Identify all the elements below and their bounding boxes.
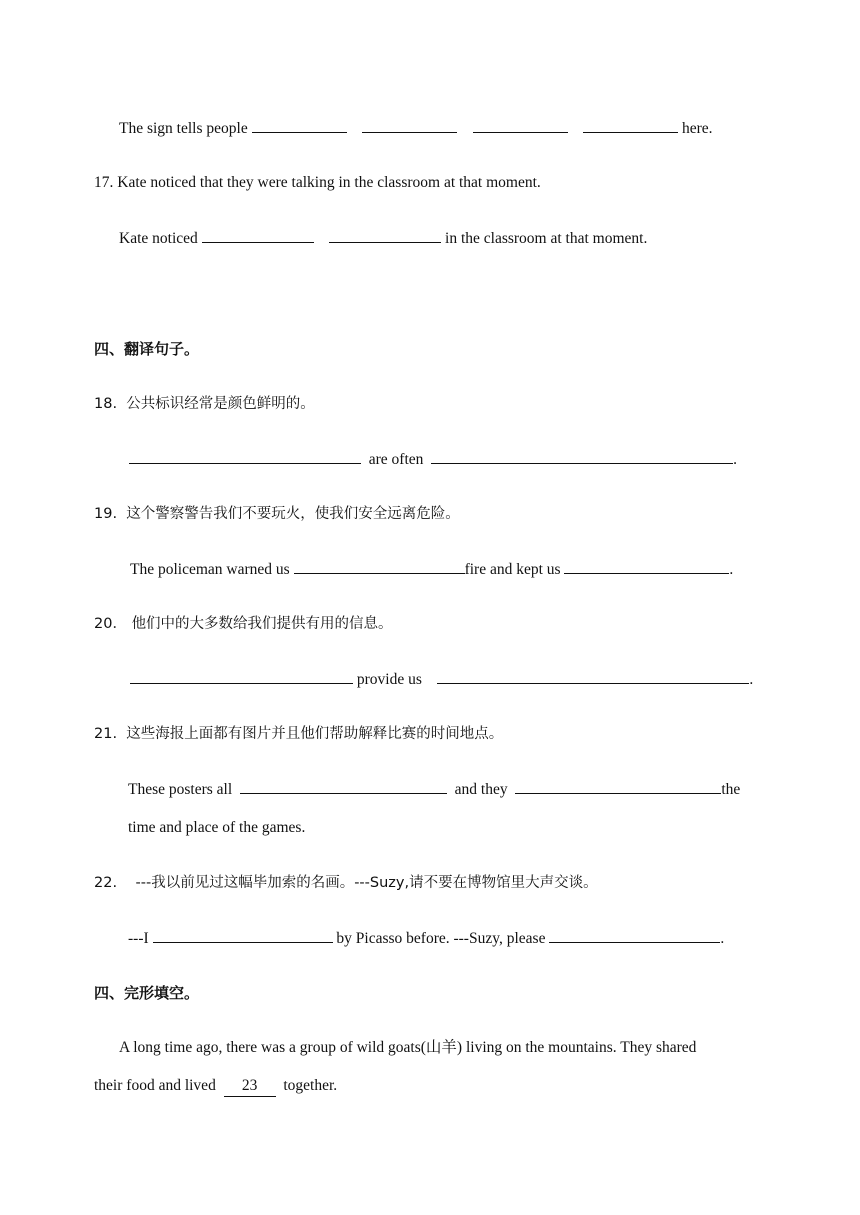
- answer-blank[interactable]: [130, 669, 353, 684]
- line-mid: provide us: [356, 671, 422, 688]
- line-end: .: [749, 671, 754, 688]
- line-suffix: here.: [681, 120, 713, 137]
- line-prefix: Kate noticed: [119, 230, 198, 247]
- answer-blank[interactable]: [473, 118, 568, 133]
- question-number: 21.: [94, 726, 118, 742]
- line-mid: and they: [454, 781, 508, 798]
- line-mid: by Picasso before. ---Suzy, please: [336, 930, 546, 947]
- cloze-paragraph-line-2: [94, 1076, 337, 1097]
- line-end: .: [733, 451, 738, 468]
- answer-line-18: [129, 449, 737, 470]
- question-text: 公共标识经常是颜色鲜明的。: [126, 396, 315, 412]
- question-number: 19.: [94, 506, 118, 522]
- answer-line-19: [130, 559, 733, 580]
- answer-blank[interactable]: [515, 779, 721, 794]
- line-prefix: their food and lived: [94, 1077, 216, 1094]
- question-text: 这个警察警告我们不要玩火，使我们安全远离危险。: [126, 506, 460, 522]
- question-number: 18.: [94, 396, 118, 412]
- answer-blank[interactable]: [564, 559, 729, 574]
- question-text: Kate noticed that they were talking in the classroom at that moment.: [117, 174, 541, 191]
- answer-blank[interactable]: [549, 928, 720, 943]
- line-suffix: together.: [283, 1077, 338, 1094]
- answer-blank[interactable]: [431, 449, 733, 464]
- answer-blank[interactable]: [153, 928, 333, 943]
- answer-blank[interactable]: [202, 228, 314, 243]
- section-heading-cloze: 四、完形填空。: [94, 984, 200, 1002]
- answer-line-20: [130, 669, 753, 690]
- line-end: .: [729, 561, 734, 578]
- line-prefix: ---I: [128, 930, 149, 947]
- question-19: [94, 504, 460, 524]
- answer-blank[interactable]: [583, 118, 678, 133]
- answer-blank[interactable]: [362, 118, 457, 133]
- line-prefix: The sign tells people: [119, 120, 248, 137]
- answer-line-21b: time and place of the games.: [128, 819, 306, 836]
- question-text: 他们中的大多数给我们提供有用的信息。: [131, 616, 393, 632]
- answer-blank[interactable]: [329, 228, 441, 243]
- cloze-paragraph-line-1: A long time ago, there was a group of wild goats(山羊) living on the mountains. They shared: [119, 1039, 697, 1056]
- answer-blank[interactable]: [294, 559, 465, 574]
- question-20: [94, 614, 393, 634]
- answer-blank[interactable]: [252, 118, 347, 133]
- question-21: [94, 724, 503, 744]
- question-17: [94, 173, 541, 193]
- answer-blank[interactable]: [129, 449, 361, 464]
- question-text: 这些海报上面都有图片并且他们帮助解释比赛的时间地点。: [126, 726, 504, 742]
- line-prefix: The policeman warned us: [130, 561, 290, 578]
- answer-line-22: [128, 928, 724, 949]
- answer-line-17: [119, 228, 647, 249]
- answer-line-16: [119, 118, 713, 139]
- answer-line-21: [128, 779, 740, 800]
- line-mid: are often: [368, 451, 424, 468]
- question-text: ---我以前见过这幅毕加索的名画。---Suzy,请不要在博物馆里大声交谈。: [135, 875, 598, 891]
- answer-blank[interactable]: [437, 669, 749, 684]
- cloze-blank-23[interactable]: 23: [224, 1076, 276, 1097]
- question-18: [94, 394, 315, 414]
- section-heading-translate: 四、翻译句子。: [94, 340, 200, 358]
- answer-blank[interactable]: [240, 779, 447, 794]
- line-suffix: in the classroom at that moment.: [445, 230, 648, 247]
- question-22: [94, 873, 598, 893]
- line-mid: fire and kept us: [464, 561, 561, 578]
- line-after: the: [721, 781, 741, 798]
- question-number: 22.: [94, 875, 118, 891]
- question-number: 20．: [94, 616, 127, 632]
- question-number: 17.: [94, 174, 114, 191]
- line-prefix: These posters all: [128, 781, 233, 798]
- line-end: .: [720, 930, 725, 947]
